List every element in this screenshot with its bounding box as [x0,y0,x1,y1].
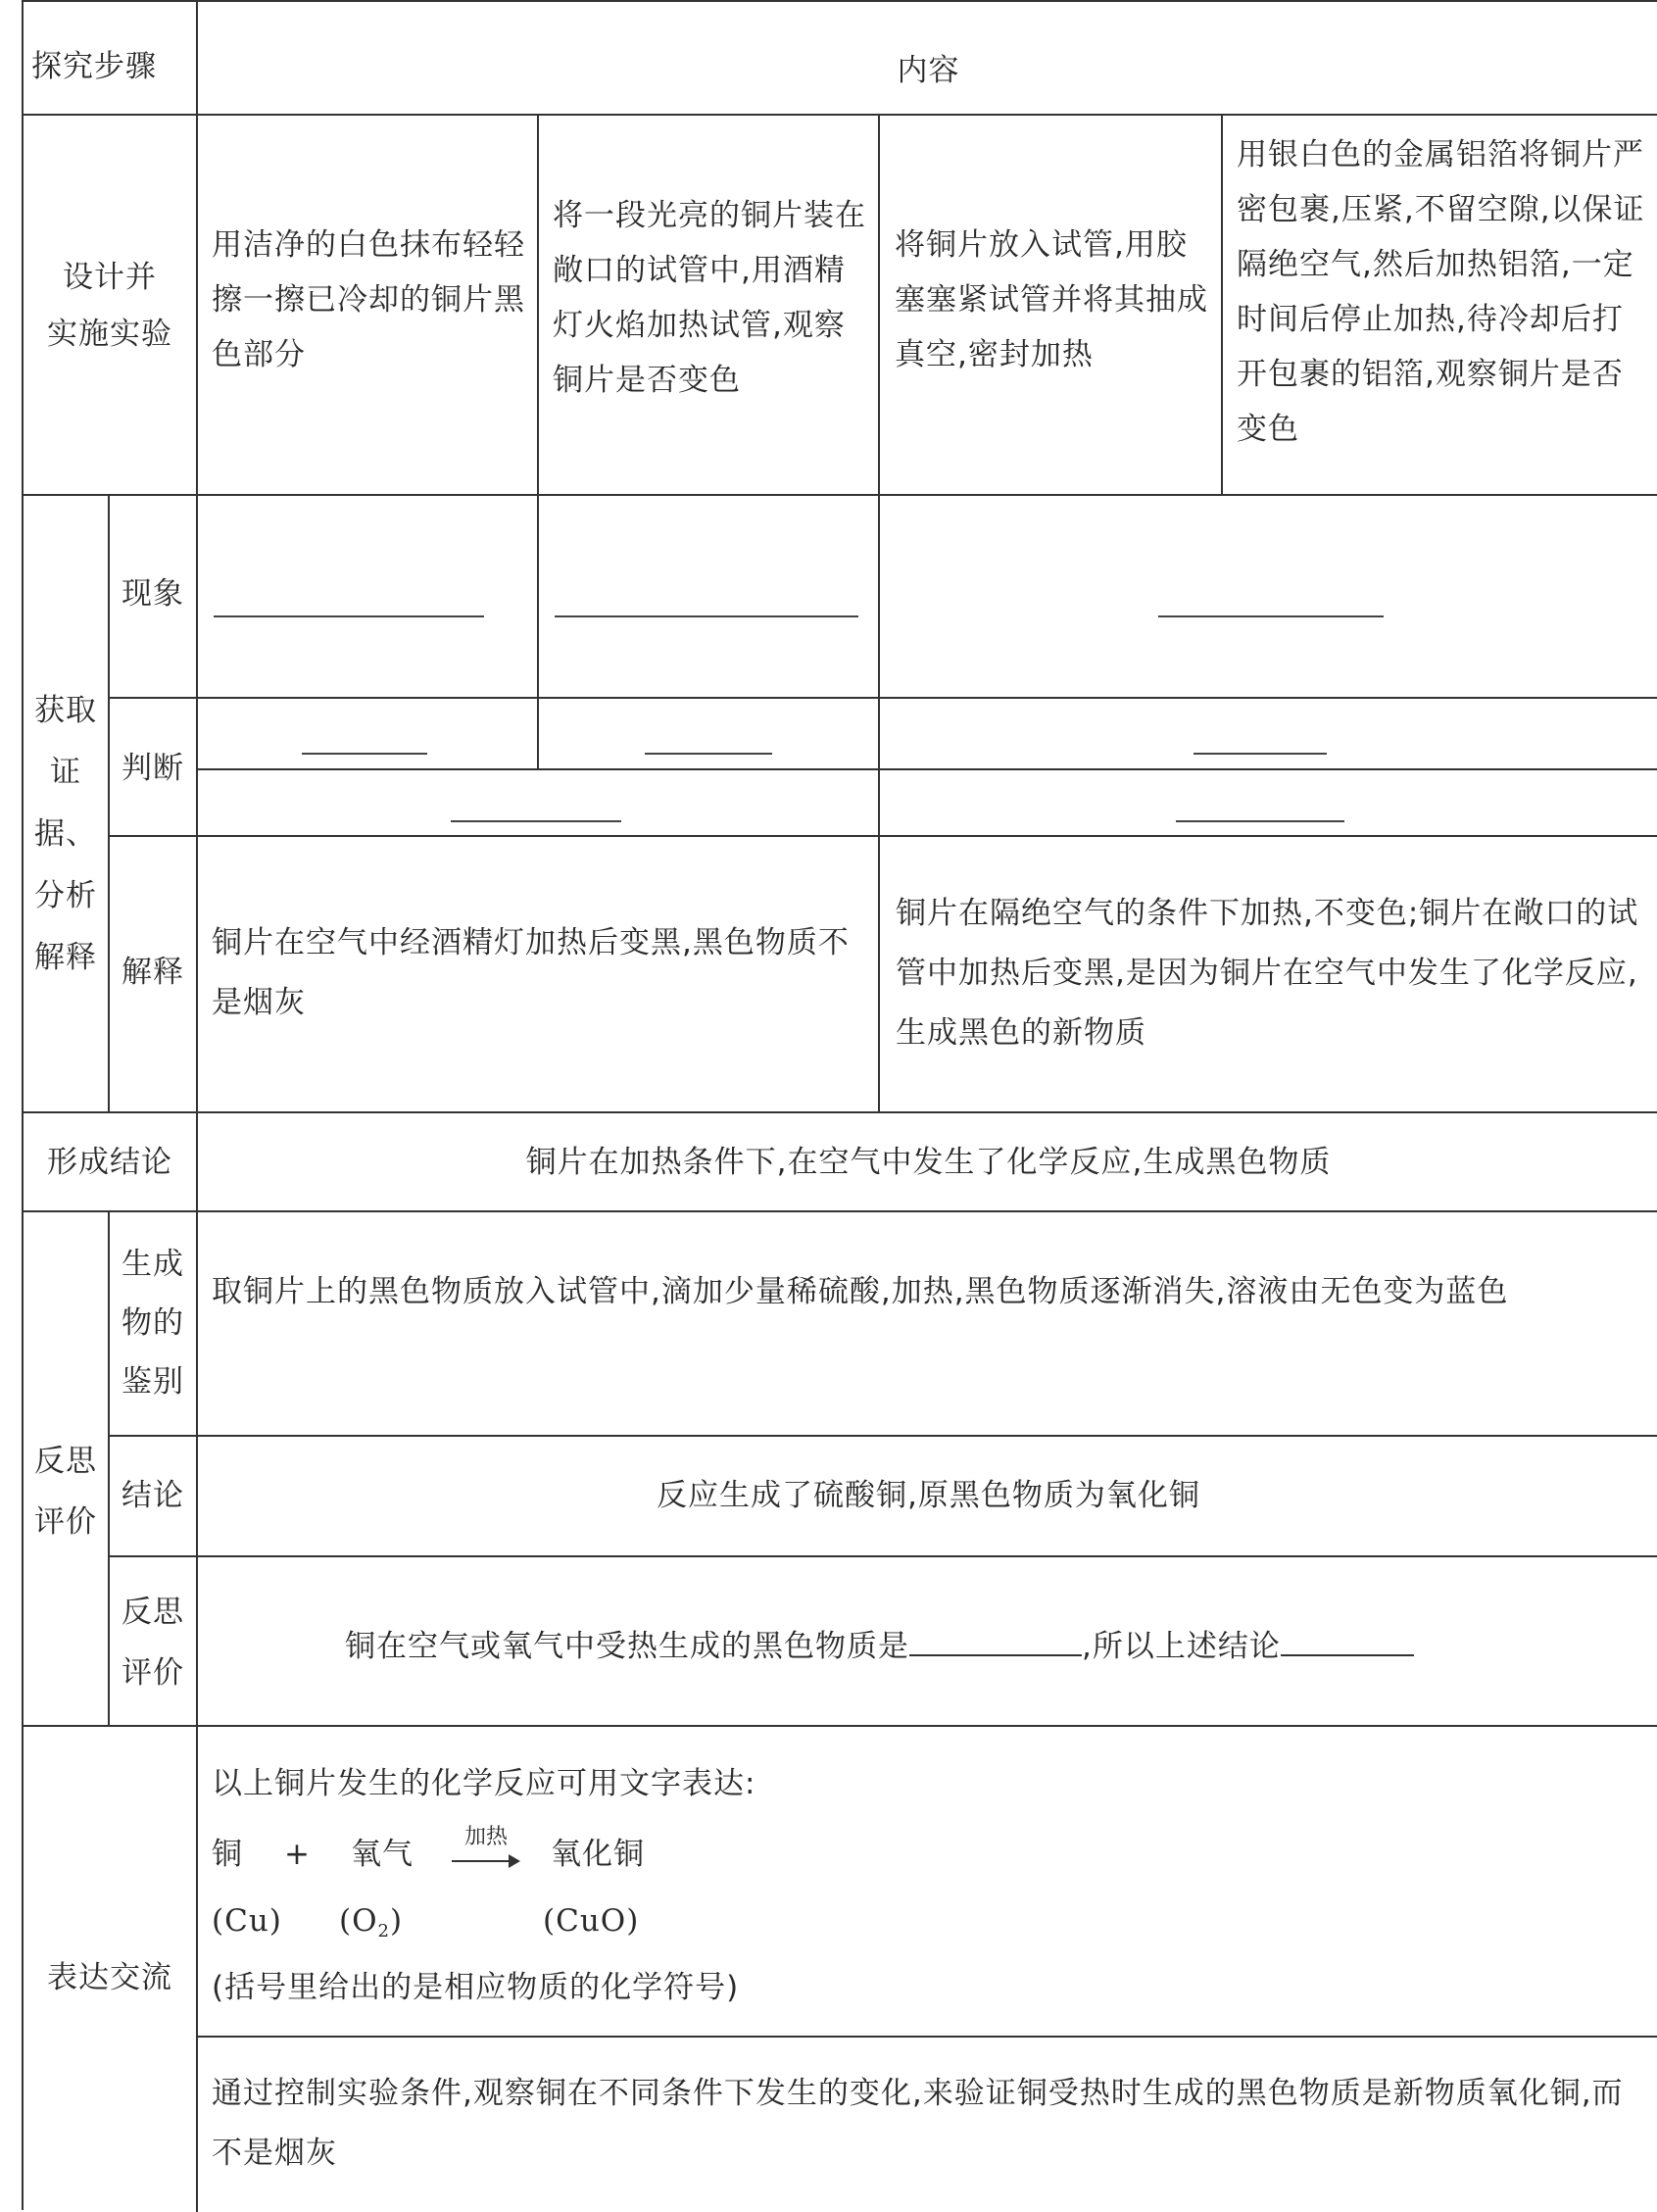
symbol-cuo: (CuO) [543,1903,640,1939]
expression-note: (括号里给出的是相应物质的化学符号) [212,1970,740,2005]
row-divider [24,1210,1657,1212]
symbol-cu: (Cu) [212,1903,282,1939]
evaluate-part1: 铜在空气或氧气中受热生成的黑色物质是 [345,1629,909,1664]
column-divider [196,2,198,2212]
row-divider [24,1725,1657,1727]
row-divider [108,697,1657,699]
row-divider [196,2036,1657,2038]
result-text: 反应生成了硫酸铜,原黑色物质为氧化铜 [657,1478,1200,1513]
explanation-label: 解释 [122,955,184,990]
explanation-right: 铜片在隔绝空气的条件下加热,不变色;铜片在敞口的试管中加热后变黑,是因为铜片在空气中发生了化学反应,生成黑色的新物质 [896,896,1639,1051]
reflection-label: 反思 评价 [34,1444,97,1540]
reactant-1: 铜 [212,1837,243,1872]
product: 氧化铜 [551,1837,645,1872]
evaluate-sentence [345,1625,1648,1668]
row-divider [24,114,1657,116]
judgment-blank-1[interactable] [302,753,427,755]
experiment-1: 用洁净的白色抹布轻轻擦一擦已冷却的铜片黑色部分 [212,227,525,372]
identify-label: 生成 物的 鉴别 [122,1247,184,1400]
phenomenon-blank-3[interactable] [1158,615,1384,617]
row-divider [108,835,1657,837]
row-divider [108,1435,1657,1437]
judgment-label: 判断 [122,751,184,786]
evaluate-blank-2[interactable] [1281,1654,1414,1656]
expression-label: 表达交流 [47,1960,172,1995]
experiment-4: 用银白色的金属铝箔将铜片严密包裹,压紧,不留空隙,以保证隔绝空气,然后加热铝箔,一定时间后停止加热,待冷却后打开包裹的铝箔,观察铜片是否变色 [1237,137,1645,447]
experiment-table [22,0,1657,2210]
symbol-o2: $(O_2)$ [339,1903,404,1942]
plus-sign: + [284,1837,311,1872]
experiment-2: 将一段光亮的铜片装在敞口的试管中,用酒精灯火焰加热试管,观察铜片是否变色 [553,198,866,398]
expression-summary: 通过控制实验条件,观察铜在不同条件下发生的变化,来验证铜受热时生成的黑色物质是新物质氧化铜,而不是烟灰 [212,2076,1624,2171]
phenomenon-blank-1[interactable] [214,615,484,617]
judgment-blank-2[interactable] [645,753,772,755]
judgment-blank-4[interactable] [451,820,621,822]
reactant-2: 氧气 [351,1837,414,1872]
explanation-left: 铜片在空气中经酒精灯加热后变黑,黑色物质不是烟灰 [212,925,850,1020]
result-label: 结论 [122,1478,184,1513]
evidence-label: 获取 证据、 分析 解释 [34,693,97,975]
row-divider [108,1555,1657,1557]
header-steps: 探究步骤 [31,49,157,84]
reaction-arrow [452,1825,520,1878]
expression-intro: 以上铜片发生的化学反应可用文字表达: [212,1766,756,1801]
reaction-condition: 加热 [463,1825,508,1849]
phenomenon-label: 现象 [122,576,184,612]
conclusion-label: 形成结论 [47,1145,172,1180]
row-divider [196,768,1657,770]
conclusion-text: 铜片在加热条件下,在空气中发生了化学反应,生成黑色物质 [525,1145,1332,1180]
experiment-3: 将铜片放入试管,用胶塞塞紧试管并将其抽成真空,密封加热 [895,227,1208,372]
phenomenon-blank-2[interactable] [555,615,858,617]
row-divider [24,494,1657,496]
identify-text: 取铜片上的黑色物质放入试管中,滴加少量稀硫酸,加热,黑色物质逐渐消失,溶液由无色变为蓝色 [212,1274,1509,1309]
column-divider [878,114,880,1111]
design-label: 设计并 实施实验 [47,260,172,352]
evaluate-part2: ,所以上述结论 [1082,1629,1281,1664]
evaluate-blank-1[interactable] [909,1654,1082,1656]
column-divider [1221,114,1223,494]
judgment-blank-5[interactable] [1176,820,1344,822]
row-divider [24,1111,1657,1113]
column-divider [537,114,539,768]
judgment-blank-3[interactable] [1194,753,1327,755]
header-content: 内容 [897,53,960,88]
evaluate-label: 反思 评价 [122,1595,184,1691]
